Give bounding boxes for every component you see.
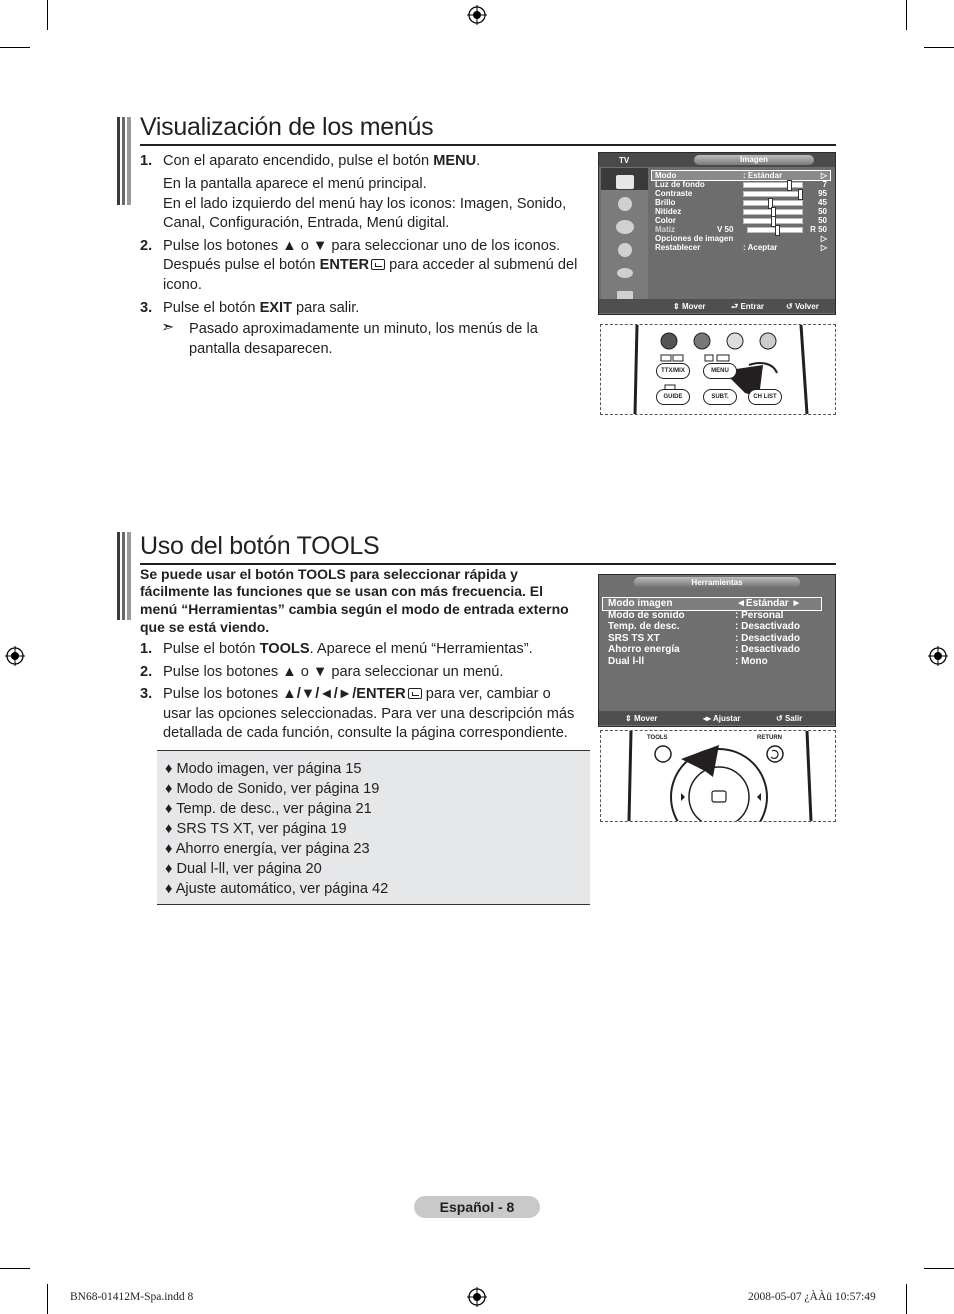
menu-row-value: : Estándar (743, 171, 783, 180)
intro-text: Se puede usar el botón TOOLS para seleccionar rápida y (140, 566, 518, 582)
menu-row-number: R 50 (810, 225, 827, 234)
page-reference-item (165, 800, 372, 820)
note-text: Pasado aproximadamente un minuto, los menús de la (189, 321, 538, 337)
step-number: 3. (140, 686, 153, 702)
tools-row-label: Dual l-ll (608, 656, 645, 667)
remote-illustration (600, 324, 836, 415)
section-rule (140, 144, 836, 146)
remote-body-icon (601, 731, 835, 821)
tools-row[interactable] (608, 621, 823, 632)
tools-row-label: Ahorro energía (608, 644, 680, 656)
menu-slider[interactable] (743, 218, 803, 224)
crop-mark (906, 0, 907, 30)
footer-move: ⇕ Mover (673, 302, 706, 311)
menu-row[interactable] (655, 207, 827, 216)
reference-text: ♦ Ahorro energía, ver página (165, 841, 354, 857)
tools-button[interactable] (655, 746, 671, 762)
menu-row[interactable] (655, 171, 827, 180)
reference-text: ♦ Temp. de desc., ver página (165, 801, 356, 817)
intro-text: menú “Herramientas” cambia según el modo de entrada externo (140, 601, 569, 617)
tools-row[interactable] (608, 598, 823, 609)
intro-text: fácilmente las funciones que se usan con más frecuencia. El (140, 583, 544, 599)
reference-text: ♦ Ajuste automático, ver página (165, 881, 373, 897)
remote-illustration (600, 730, 836, 822)
menu-tab-tv: TV (619, 156, 630, 165)
footer-back: ↺ Volver (786, 302, 819, 311)
menu-row-label: Restablecer (655, 243, 701, 252)
footer-adjust: ◂▸ Ajustar (703, 714, 741, 723)
section-bar (117, 532, 131, 620)
registration-mark-icon (928, 646, 948, 666)
registration-mark-icon (467, 5, 487, 25)
menu-row[interactable] (655, 180, 827, 189)
subt-button[interactable]: SUBT. (703, 389, 737, 405)
tools-row-value: : Mono (735, 656, 768, 667)
submenu-arrow-icon: ▷ (820, 243, 827, 252)
section-rule (140, 563, 836, 565)
enter-icon (408, 688, 422, 699)
menu-tab-title: Imagen (694, 155, 814, 165)
tools-row-label: Modo imagen (608, 598, 673, 609)
menu-row[interactable] (655, 216, 827, 225)
menu-row-label: Nitidez (655, 207, 682, 216)
menu-row-number: 50 (818, 216, 827, 225)
menu-row[interactable] (655, 189, 827, 198)
note-text: pantalla desaparecen. (189, 341, 333, 357)
step-text: icono. (163, 277, 202, 293)
reference-text: ♦ Dual l-ll, ver página (165, 861, 306, 877)
step-text: Canal, Configuración, Entrada, Menú digital. (163, 215, 450, 231)
return-button-label: RETURN (757, 735, 782, 741)
tools-title: Herramientas (634, 577, 800, 588)
menu-row-label: Contraste (655, 189, 693, 198)
menu-row-label: Modo (655, 171, 677, 180)
tv-menu-screen (598, 152, 836, 315)
menu-slider[interactable] (743, 209, 803, 215)
page-reference-item (165, 760, 361, 780)
footer-exit: ↺ Salir (776, 714, 803, 723)
step-text: Pulse los botones ▲ o ▼ para seleccionar un menú. (163, 664, 504, 680)
enter-button[interactable] (709, 788, 729, 806)
tools-row-value: : Desactivado (735, 632, 801, 644)
page-reference-item (165, 860, 322, 880)
step-text: Con el aparato encendido, pulse el botón MENU. (163, 153, 481, 169)
tools-row-value: : Desactivado (735, 621, 801, 633)
page-reference-item (165, 820, 347, 840)
page-reference-item (165, 780, 379, 800)
menu-row[interactable] (655, 234, 827, 243)
page-reference-item (165, 840, 370, 860)
tools-row-value: : Desactivado (735, 644, 801, 656)
reference-page-number: 23 (353, 841, 370, 857)
crop-mark (924, 47, 954, 48)
intro-text: que se está viendo. (140, 619, 270, 635)
tools-row[interactable] (608, 633, 823, 644)
date-slug: 2008-05-07 ¿ÀÀü 10:57:49 (748, 1291, 876, 1303)
menu-row-value: : Aceptar (743, 243, 778, 252)
reference-page-number: 42 (372, 881, 389, 897)
tools-row[interactable] (608, 610, 823, 621)
step-text: detallada de cada función, consulte la página correspondiente. (163, 725, 568, 741)
tools-row-label: Modo de sonido (608, 609, 685, 621)
reference-page-number: 15 (345, 761, 362, 777)
crop-mark (906, 1284, 907, 1314)
reference-text: ♦ Modo de Sonido, ver página (165, 781, 364, 797)
crop-mark (47, 1284, 48, 1314)
menu-button[interactable]: MENU (703, 363, 737, 379)
file-slug: BN68-01412M-Spa.indd 8 (70, 1291, 194, 1303)
reference-page-number: 21 (355, 801, 372, 817)
note-arrow-icon: ➣ (161, 319, 175, 336)
step-text: Pulse el botón TOOLS. Aparece el menú “Herramientas”. (163, 641, 533, 657)
reference-page-number: 19 (330, 821, 347, 837)
crop-mark (0, 1268, 30, 1269)
section-bar (117, 117, 131, 205)
crop-mark (0, 47, 30, 48)
step-text: En el lado izquierdo del menú hay los iconos: Imagen, Sonido, (163, 196, 567, 212)
reference-page-number: 19 (363, 781, 380, 797)
menu-row-number: 7 (822, 180, 827, 189)
registration-mark-icon (467, 1287, 487, 1307)
section-title: Uso del botón TOOLS (140, 532, 380, 560)
page-reference-item (165, 880, 388, 900)
menu-row-number: 50 (818, 207, 827, 216)
tools-button-label: TOOLS (647, 735, 668, 741)
step-number: 2. (140, 664, 153, 680)
reference-page-number: 20 (305, 861, 322, 877)
menu-row-number: 45 (818, 198, 827, 207)
ttx-mix-button[interactable]: TTX/MIX (656, 363, 690, 379)
ch-list-button[interactable]: CH LIST (748, 389, 782, 405)
tools-row-label: Temp. de desc. (608, 621, 680, 633)
footer-move: ⇕ Mover (625, 714, 658, 723)
page-reference-box (157, 750, 590, 905)
menu-row-number: 95 (818, 189, 827, 198)
step-number: 1. (140, 641, 153, 657)
submenu-arrow-icon: ▷ (820, 171, 827, 180)
step-number: 1. (140, 153, 153, 169)
tools-row[interactable] (608, 644, 823, 655)
guide-button[interactable]: GUIDE (656, 389, 690, 405)
page-number-badge: Español - 8 (414, 1196, 540, 1218)
step-text: Pulse los botones ▲/▼/◄/►/ENTER para ver, cambiar o (163, 686, 551, 702)
footer-enter: ⮐ Entrar (731, 302, 764, 311)
enter-icon (371, 259, 385, 270)
step-number: 2. (140, 238, 153, 254)
step-text: Pulse el botón EXIT para salir. (163, 300, 360, 316)
reference-text: ♦ SRS TS XT, ver página (165, 821, 331, 837)
menu-slider[interactable] (743, 191, 803, 197)
step-text: Pulse los botones ▲ o ▼ para seleccionar uno de los iconos. (163, 238, 561, 254)
crop-mark (924, 1268, 954, 1269)
submenu-arrow-icon: ▷ (820, 234, 827, 243)
step-text: En la pantalla aparece el menú principal. (163, 176, 427, 192)
step-number: 3. (140, 300, 153, 316)
registration-mark-icon (5, 646, 25, 666)
step-text: Después pulse el botón ENTER para acceder al submenú del (163, 257, 578, 273)
tools-row-label: SRS TS XT (608, 632, 660, 644)
section-title: Visualización de los menús (140, 113, 434, 141)
return-button[interactable] (767, 746, 783, 762)
tools-menu-screen (598, 574, 836, 727)
step-text: usar las opciones seleccionadas. Para ver una descripción más (163, 706, 575, 722)
reference-text: ♦ Modo imagen, ver página (165, 761, 346, 777)
crop-mark (47, 0, 48, 30)
menu-slider[interactable] (743, 182, 803, 188)
menu-row-label: Color (655, 216, 676, 225)
menu-row-label: Luz de fondo (655, 180, 705, 189)
tools-row-value: ◄Estándar ► (736, 598, 802, 609)
menu-row-value: V 50 (717, 225, 734, 234)
menu-row-label: Matiz (655, 225, 675, 234)
menu-slider[interactable] (743, 200, 803, 206)
menu-slider[interactable] (747, 227, 803, 233)
menu-row[interactable] (655, 243, 827, 252)
tools-row-value: : Personal (735, 609, 784, 621)
tools-row[interactable] (608, 656, 823, 667)
menu-row-label: Brillo (655, 198, 676, 207)
menu-row[interactable] (655, 225, 827, 234)
menu-row[interactable] (655, 198, 827, 207)
menu-row-label: Opciones de imagen (655, 234, 734, 243)
